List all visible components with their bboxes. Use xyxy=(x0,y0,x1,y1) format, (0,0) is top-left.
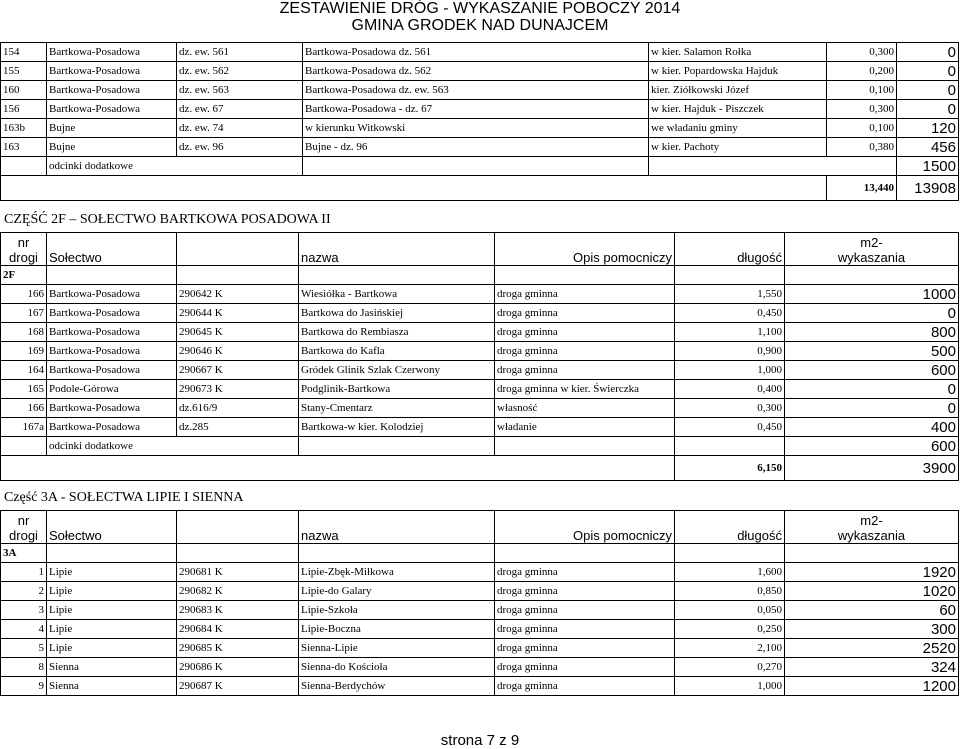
cell-dlugosc: 0,250 xyxy=(675,620,785,639)
cell-m2: 1920 xyxy=(785,563,959,582)
header-solectwo: Sołectwo xyxy=(47,233,177,266)
cell-m2: 1020 xyxy=(785,582,959,601)
total-m2: 13908 xyxy=(897,176,959,201)
cell-dlugosc: 1,600 xyxy=(675,563,785,582)
cell-opis: droga gminna xyxy=(495,601,675,620)
cell-opis: droga gminna xyxy=(495,620,675,639)
extra-label: odcinki dodatkowe xyxy=(47,157,303,176)
cell-dlugosc: 1,100 xyxy=(675,323,785,342)
cell-opis2: w kier. Salamon Rołka xyxy=(649,43,827,62)
cell-solectwo: Bartkowa-Posadowa xyxy=(47,100,177,119)
cell-nr: 9 xyxy=(1,677,47,696)
cell-nazwa: Lipie-Boczna xyxy=(299,620,495,639)
cell-empty xyxy=(495,437,675,456)
cell-empty xyxy=(1,176,827,201)
extra-value: 1500 xyxy=(897,157,959,176)
section-code-row xyxy=(1,544,959,563)
cell-opis: droga gminna xyxy=(495,582,675,601)
cell-kod: dz.616/9 xyxy=(177,399,299,418)
cell-empty xyxy=(299,437,495,456)
cell-empty xyxy=(303,157,649,176)
table-row xyxy=(1,62,959,81)
header-nr-drogi xyxy=(1,511,47,544)
cell-m2: 2520 xyxy=(785,639,959,658)
cell-nr: 3 xyxy=(1,601,47,620)
cell-opis: droga gminna xyxy=(495,285,675,304)
cell-dlugosc: 0,300 xyxy=(827,100,897,119)
cell-nazwa: Stany-Cmentarz xyxy=(299,399,495,418)
cell-kod: 290645 K xyxy=(177,323,299,342)
cell-dlugosc: 0,050 xyxy=(675,601,785,620)
header-drogi: drogi xyxy=(9,528,38,543)
cell-dlugosc: 0,450 xyxy=(675,418,785,437)
header-opis: Opis pomocniczy xyxy=(495,233,675,266)
table-row xyxy=(1,100,959,119)
cell-solectwo: Sienna xyxy=(47,677,177,696)
page-subtitle: GMINA GRODEK NAD DUNAJCEM xyxy=(351,17,609,34)
cell-dlugosc: 0,100 xyxy=(827,119,897,138)
cell-m2: 800 xyxy=(785,323,959,342)
cell-m2: 60 xyxy=(785,601,959,620)
section-2f-table xyxy=(0,232,959,481)
cell-dlugosc: 1,000 xyxy=(675,361,785,380)
section-code: 2F xyxy=(1,266,47,285)
cell-opis: Bujne - dz. 96 xyxy=(303,138,649,157)
cell-solectwo: Bartkowa-Posadowa xyxy=(47,418,177,437)
cell-opis2: w kier. Pachoty xyxy=(649,138,827,157)
cell-solectwo: Bartkowa-Posadowa xyxy=(47,62,177,81)
cell-nr: 163b xyxy=(1,119,47,138)
cell-solectwo: Bartkowa-Posadowa xyxy=(47,323,177,342)
table-row xyxy=(1,138,959,157)
header-drogi: drogi xyxy=(9,250,38,265)
cell-nr: 167a xyxy=(1,418,47,437)
cell-kod: 290683 K xyxy=(177,601,299,620)
table-row xyxy=(1,620,959,639)
header-m2 xyxy=(785,233,959,266)
cell-dlugosc: 1,000 xyxy=(675,677,785,696)
cell-m2: 0 xyxy=(897,43,959,62)
cell-opis: Bartkowa-Posadowa dz. ew. 563 xyxy=(303,81,649,100)
cell-opis: władanie xyxy=(495,418,675,437)
cell-m2: 0 xyxy=(897,81,959,100)
table-row xyxy=(1,304,959,323)
cell-solectwo: Bartkowa-Posadowa xyxy=(47,43,177,62)
cell-dlugosc: 0,380 xyxy=(827,138,897,157)
cell-nr: 164 xyxy=(1,361,47,380)
cell-nr: 1 xyxy=(1,563,47,582)
cell-nazwa: dz. ew. 74 xyxy=(177,119,303,138)
cell-opis: droga gminna xyxy=(495,563,675,582)
table-row xyxy=(1,601,959,620)
cell-m2: 600 xyxy=(785,361,959,380)
cell-solectwo: Bartkowa-Posadowa xyxy=(47,81,177,100)
cell-kod: 290685 K xyxy=(177,639,299,658)
total-length: 6,150 xyxy=(675,456,785,481)
cell-dlugosc: 0,850 xyxy=(675,582,785,601)
header-nazwa: nazwa xyxy=(299,511,495,544)
header-nr-drogi xyxy=(1,233,47,266)
cell-opis2: kier. Ziółkowski Józef xyxy=(649,81,827,100)
cell-dlugosc: 0,300 xyxy=(675,399,785,418)
cell-kod: 290682 K xyxy=(177,582,299,601)
cell-opis: droga gminna xyxy=(495,361,675,380)
cell-nr: 168 xyxy=(1,323,47,342)
cell-solectwo: Bartkowa-Posadowa xyxy=(47,285,177,304)
cell-solectwo: Bartkowa-Posadowa xyxy=(47,304,177,323)
cell-m2: 0 xyxy=(897,62,959,81)
cell-nr: 167 xyxy=(1,304,47,323)
cell-dlugosc: 0,200 xyxy=(827,62,897,81)
cell-solectwo: Sienna xyxy=(47,658,177,677)
cell-kod: 290667 K xyxy=(177,361,299,380)
table-row xyxy=(1,582,959,601)
cell-nazwa: Sienna-Lipie xyxy=(299,639,495,658)
extra-row xyxy=(1,157,959,176)
cell-kod: 290646 K xyxy=(177,342,299,361)
cell-empty xyxy=(1,157,47,176)
total-m2: 3900 xyxy=(785,456,959,481)
table-row xyxy=(1,418,959,437)
cell-dlugosc: 0,450 xyxy=(675,304,785,323)
cell-opis: droga gminna xyxy=(495,658,675,677)
cell-nr: 8 xyxy=(1,658,47,677)
cell-dlugosc: 0,100 xyxy=(827,81,897,100)
table-row xyxy=(1,658,959,677)
header-solectwo: Sołectwo xyxy=(47,511,177,544)
cell-nazwa: dz. ew. 563 xyxy=(177,81,303,100)
section-code: 3A xyxy=(1,544,47,563)
cell-opis: droga gminna xyxy=(495,677,675,696)
cell-m2: 0 xyxy=(785,304,959,323)
cell-nazwa: Bartkowa do Kafla xyxy=(299,342,495,361)
cell-empty xyxy=(1,437,47,456)
cell-m2: 1200 xyxy=(785,677,959,696)
cell-solectwo: Lipie xyxy=(47,620,177,639)
cell-m2: 0 xyxy=(785,380,959,399)
cell-opis: w kierunku Witkowski xyxy=(303,119,649,138)
cell-nr: 155 xyxy=(1,62,47,81)
header-m2 xyxy=(785,511,959,544)
cell-opis: Bartkowa-Posadowa - dz. 67 xyxy=(303,100,649,119)
extra-label: odcinki dodatkowe xyxy=(47,437,299,456)
roads-table-continued xyxy=(0,42,959,201)
cell-m2: 456 xyxy=(897,138,959,157)
cell-kod: dz.285 xyxy=(177,418,299,437)
cell-nr: 166 xyxy=(1,285,47,304)
table-header xyxy=(1,233,959,266)
cell-nazwa: Lipie-do Galary xyxy=(299,582,495,601)
cell-dlugosc: 0,270 xyxy=(675,658,785,677)
cell-opis: droga gminna xyxy=(495,342,675,361)
table-header xyxy=(1,511,959,544)
cell-nazwa: Sienna-do Kościoła xyxy=(299,658,495,677)
cell-opis: droga gminna xyxy=(495,304,675,323)
cell-nazwa: Lipie-Szkoła xyxy=(299,601,495,620)
header-m2-line1: m2- xyxy=(860,235,883,250)
cell-dlugosc: 0,300 xyxy=(827,43,897,62)
cell-solectwo: Lipie xyxy=(47,639,177,658)
cell-nazwa: Gródek Glinik Szlak Czerwony xyxy=(299,361,495,380)
total-row xyxy=(1,176,959,201)
cell-kod: 290687 K xyxy=(177,677,299,696)
cell-solectwo: Bujne xyxy=(47,138,177,157)
cell-solectwo: Bartkowa-Posadowa xyxy=(47,399,177,418)
cell-m2: 1000 xyxy=(785,285,959,304)
cell-m2: 500 xyxy=(785,342,959,361)
cell-solectwo: Lipie xyxy=(47,601,177,620)
cell-m2: 0 xyxy=(785,399,959,418)
cell-dlugosc: 2,100 xyxy=(675,639,785,658)
cell-nazwa: dz. ew. 67 xyxy=(177,100,303,119)
total-length: 13,440 xyxy=(827,176,897,201)
cell-nazwa: dz. ew. 562 xyxy=(177,62,303,81)
table-row xyxy=(1,399,959,418)
table-row xyxy=(1,119,959,138)
cell-opis2: w kier. Hajduk - Piszczek xyxy=(649,100,827,119)
cell-opis: własność xyxy=(495,399,675,418)
header-dlugosc: długość xyxy=(675,511,785,544)
cell-nazwa: Bartkowa do Rembiasza xyxy=(299,323,495,342)
section-3a-title: Część 3A - SOŁECTWA LIPIE I SIENNA xyxy=(4,490,244,505)
cell-opis: droga gminna xyxy=(495,639,675,658)
table-row xyxy=(1,323,959,342)
cell-nazwa: Lipie-Zbęk-Miłkowa xyxy=(299,563,495,582)
cell-opis2: w kier. Popardowska Hajduk xyxy=(649,62,827,81)
extra-value: 600 xyxy=(785,437,959,456)
table-row xyxy=(1,81,959,100)
page-number: strona 7 z 9 xyxy=(440,732,520,749)
cell-nazwa: Bartkowa do Jasińskiej xyxy=(299,304,495,323)
cell-nazwa: dz. ew. 561 xyxy=(177,43,303,62)
cell-nr: 4 xyxy=(1,620,47,639)
cell-empty xyxy=(1,456,675,481)
cell-m2: 324 xyxy=(785,658,959,677)
cell-opis: droga gminna w kier. Świerczka xyxy=(495,380,675,399)
header-m2-line2: wykaszania xyxy=(837,528,906,543)
header-dlugosc: długość xyxy=(675,233,785,266)
cell-solectwo: Bartkowa-Posadowa xyxy=(47,342,177,361)
page-title: ZESTAWIENIE DRÓG - WYKASZANIE POBOCZY 2014 xyxy=(279,0,681,17)
cell-opis: Bartkowa-Posadowa dz. 562 xyxy=(303,62,649,81)
cell-nr: 169 xyxy=(1,342,47,361)
header-m2-line2: wykaszania xyxy=(837,250,906,265)
section-2f-title: CZĘŚĆ 2F – SOŁECTWO BARTKOWA POSADOWA II xyxy=(4,212,331,227)
cell-nazwa: Sienna-Berdychów xyxy=(299,677,495,696)
cell-m2: 0 xyxy=(897,100,959,119)
cell-kod: 290686 K xyxy=(177,658,299,677)
header-nazwa: nazwa xyxy=(299,233,495,266)
cell-solectwo: Bartkowa-Posadowa xyxy=(47,361,177,380)
header-opis: Opis pomocniczy xyxy=(495,511,675,544)
cell-empty xyxy=(649,157,897,176)
header-nr: nr xyxy=(17,235,30,250)
cell-kod: 290681 K xyxy=(177,563,299,582)
cell-nr: 156 xyxy=(1,100,47,119)
cell-opis: droga gminna xyxy=(495,323,675,342)
cell-kod: 290642 K xyxy=(177,285,299,304)
cell-solectwo: Bujne xyxy=(47,119,177,138)
cell-kod: 290684 K xyxy=(177,620,299,639)
table-row xyxy=(1,380,959,399)
section-3a-table xyxy=(0,510,959,696)
section-code-row xyxy=(1,266,959,285)
cell-nazwa: dz. ew. 96 xyxy=(177,138,303,157)
cell-opis: Bartkowa-Posadowa dz. 561 xyxy=(303,43,649,62)
extra-row xyxy=(1,437,959,456)
cell-dlugosc: 0,400 xyxy=(675,380,785,399)
cell-nr: 160 xyxy=(1,81,47,100)
table-row xyxy=(1,361,959,380)
cell-nr: 163 xyxy=(1,138,47,157)
cell-nazwa: Bartkowa-w kier. Kolodziej xyxy=(299,418,495,437)
table-row xyxy=(1,639,959,658)
cell-nr: 165 xyxy=(1,380,47,399)
cell-solectwo: Lipie xyxy=(47,582,177,601)
cell-empty xyxy=(675,437,785,456)
cell-m2: 400 xyxy=(785,418,959,437)
header-nr: nr xyxy=(17,513,30,528)
cell-m2: 300 xyxy=(785,620,959,639)
cell-nazwa: Wiesiółka - Bartkowa xyxy=(299,285,495,304)
cell-nr: 5 xyxy=(1,639,47,658)
cell-nr: 2 xyxy=(1,582,47,601)
table-row xyxy=(1,43,959,62)
cell-solectwo: Lipie xyxy=(47,563,177,582)
cell-dlugosc: 1,550 xyxy=(675,285,785,304)
table-row xyxy=(1,677,959,696)
cell-nr: 154 xyxy=(1,43,47,62)
total-row xyxy=(1,456,959,481)
cell-opis2: we władaniu gminy xyxy=(649,119,827,138)
header-m2-line1: m2- xyxy=(860,513,883,528)
table-row xyxy=(1,342,959,361)
cell-kod: 290673 K xyxy=(177,380,299,399)
cell-nazwa: Podglinik-Bartkowa xyxy=(299,380,495,399)
cell-dlugosc: 0,900 xyxy=(675,342,785,361)
cell-kod: 290644 K xyxy=(177,304,299,323)
cell-solectwo: Podole-Górowa xyxy=(47,380,177,399)
cell-m2: 120 xyxy=(897,119,959,138)
cell-nr: 166 xyxy=(1,399,47,418)
table-row xyxy=(1,285,959,304)
table-row xyxy=(1,563,959,582)
